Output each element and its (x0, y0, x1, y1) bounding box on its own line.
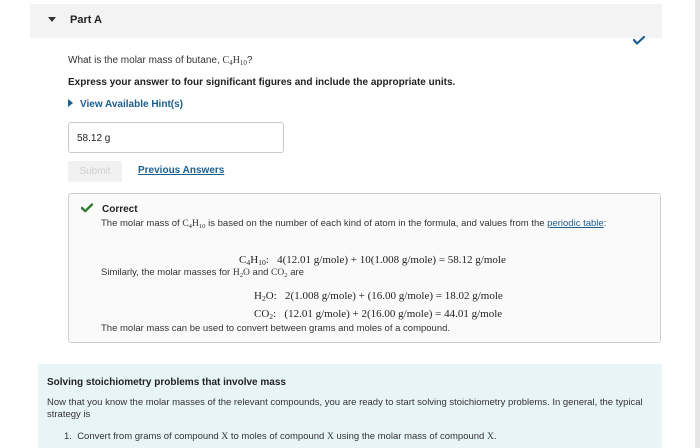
hints-label: View Available Hint(s) (80, 99, 183, 110)
question-prefix: What is the molar mass of butane, (68, 55, 223, 66)
checkmark-icon (633, 36, 645, 46)
view-hints-toggle[interactable] (68, 99, 183, 110)
feedback-text-2: Similarly, the molar masses for $H_2O$ and $CO_2$ are (101, 267, 304, 279)
periodic-table-link[interactable]: periodic table (547, 218, 604, 229)
check-icon (81, 203, 93, 213)
feedback-line1-end: : (603, 218, 607, 229)
question-suffix: ? (246, 55, 253, 66)
question-text (68, 55, 252, 66)
question-formula: $C_4H_{10}$ (222, 55, 247, 67)
feedback-text-1 (101, 218, 646, 230)
equation-water: $H_2O$: 2(1.008 g/mole) + (16.00 g/mole) = 18.02 g/mole (254, 290, 503, 303)
feedback-formula: $C_4H_{10}$ (182, 219, 206, 230)
feedback-line1-before: The molar mass of (101, 218, 183, 229)
equation-butane: $C_4H_{10}$: 4(12.01 g/mole) + 10(1.008 g/mole) = 58.12 g/mole (239, 254, 506, 267)
tip-body: Now that you know the molar masses of the relevant compounds, you are ready to start solving stoichiometry problems. In general, the typical strategy is (47, 397, 643, 420)
feedback-panel (68, 193, 661, 343)
tip-title: Solving stoichiometry problems that involve mass (47, 377, 286, 388)
scrollbar[interactable] (695, 0, 700, 448)
submit-button[interactable]: Submit (68, 161, 122, 182)
part-a-header[interactable] (30, 4, 662, 38)
feedback-line1-after: is based on the number of each kind of atom in the formula, and values from the (205, 218, 548, 229)
caret-right-icon (68, 99, 73, 107)
tip-panel (38, 364, 662, 448)
feedback-text-3: The molar mass can be used to convert between grams and moles of a compound. (101, 323, 451, 334)
part-title: Part A (70, 14, 102, 26)
instruction-text: Express your answer to four significant figures and include the appropriate units. (68, 77, 456, 88)
answer-field[interactable]: 58.12 g (68, 122, 284, 153)
previous-answers-link[interactable]: Previous Answers (138, 165, 225, 176)
caret-down-icon[interactable] (48, 17, 56, 22)
equation-co2: $CO_2$: (12.01 g/mole) + 2(16.00 g/mole) = 44.01 g/mole (254, 308, 503, 321)
problem-page (30, 0, 662, 448)
feedback-heading: Correct (102, 204, 138, 215)
tip-step-1: 1. Convert from grams of compound X to moles of compound X using the molar mass of compound X. (64, 431, 497, 442)
